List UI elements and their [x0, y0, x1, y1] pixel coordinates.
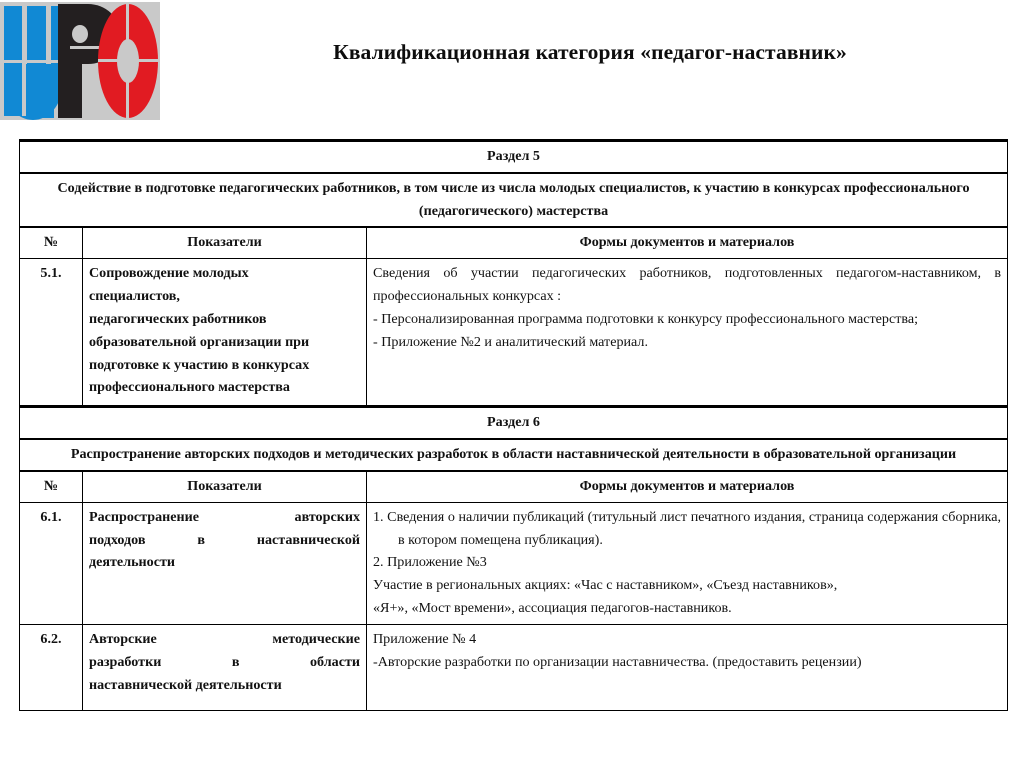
indicator-line: наставнической деятельности: [89, 676, 282, 693]
indicator-line: Распространение авторских: [89, 508, 360, 525]
indicator-line: педагогических работников: [89, 310, 267, 327]
forms-paragraph: Сведения об участии педагогических работников, подготовленных педагогом-наставником, в профессиональных конкурсах :: [373, 265, 1002, 305]
forms-paragraph: Приложение № 4: [373, 630, 477, 647]
indicator-line: Авторские методические: [89, 630, 360, 647]
section-desc-row: [20, 439, 1008, 471]
column-header-indicators: Показатели: [83, 227, 367, 258]
column-header-indicators: Показатели: [83, 471, 367, 502]
forms-paragraph: - Приложение №2 и аналитический материал.: [373, 333, 648, 350]
indicator-line: деятельности: [89, 554, 176, 571]
row-indicator: [83, 502, 367, 624]
forms-paragraph: 1. Сведения о наличии публикаций (титульный лист печатного издания, страница содержания сборника, в котором помещена публикация).: [373, 508, 1002, 548]
section-desc-row: [20, 173, 1008, 228]
table-row: [20, 259, 1008, 407]
section-5-description: Содействие в подготовке педагогических работников, в том числе из числа молодых специалистов, к участию в конкурсах профессионального (педагогического) мастерства: [20, 173, 1008, 228]
column-header-row: [20, 227, 1008, 258]
section-6-description: Распространение авторских подходов и методических разработок в области наставнической деятельности в образовательной организации: [20, 439, 1008, 471]
row-indicator: [83, 624, 367, 710]
row-number: 6.1.: [20, 502, 83, 624]
section-6-title: Раздел 6: [20, 407, 1008, 439]
row-indicator: [83, 259, 367, 407]
indicator-line: Сопровождение молодых: [89, 265, 249, 282]
logo-icon: [0, 2, 160, 120]
row-forms: [367, 624, 1008, 710]
qualification-table: [19, 139, 1008, 711]
section-title-row: [20, 407, 1008, 439]
forms-paragraph: - Персонализированная программа подготовки к конкурсу профессионального мастерства;: [373, 310, 919, 327]
column-header-num: №: [20, 227, 83, 258]
forms-paragraph: «Я+», «Мост времени», ассоциация педагогов-наставников.: [373, 600, 732, 617]
row-forms: [367, 259, 1008, 407]
indicator-line: разработки в области: [89, 653, 360, 670]
logo-tsro: [0, 2, 160, 120]
row-number: 5.1.: [20, 259, 83, 407]
column-header-forms: Формы документов и материалов: [367, 471, 1008, 502]
row-forms: [367, 502, 1008, 624]
section-title-row: [20, 141, 1008, 173]
page-title: Квалификационная категория «педагог-наставник»: [333, 40, 847, 64]
forms-paragraph: -Авторские разработки по организации наставничества. (предоставить рецензии): [373, 653, 862, 670]
forms-paragraph: 2. Приложение №3: [373, 554, 487, 571]
table-row: [20, 624, 1008, 710]
table-row: [20, 502, 1008, 624]
column-header-num: №: [20, 471, 83, 502]
indicator-line: подходов в наставнической: [89, 531, 360, 548]
row-number: 6.2.: [20, 624, 83, 710]
column-header-forms: Формы документов и материалов: [367, 227, 1008, 258]
indicator-line: профессионального мастерства: [89, 379, 290, 396]
column-header-row: [20, 471, 1008, 502]
indicator-line: образовательной организации при: [89, 333, 310, 350]
indicator-line: специалистов,: [89, 288, 180, 305]
section-5-title: Раздел 5: [20, 141, 1008, 173]
indicator-line: подготовке к участию в конкурсах: [89, 356, 310, 373]
forms-paragraph: Участие в региональных акциях: «Час с наставником», «Съезд наставников»,: [373, 577, 838, 594]
